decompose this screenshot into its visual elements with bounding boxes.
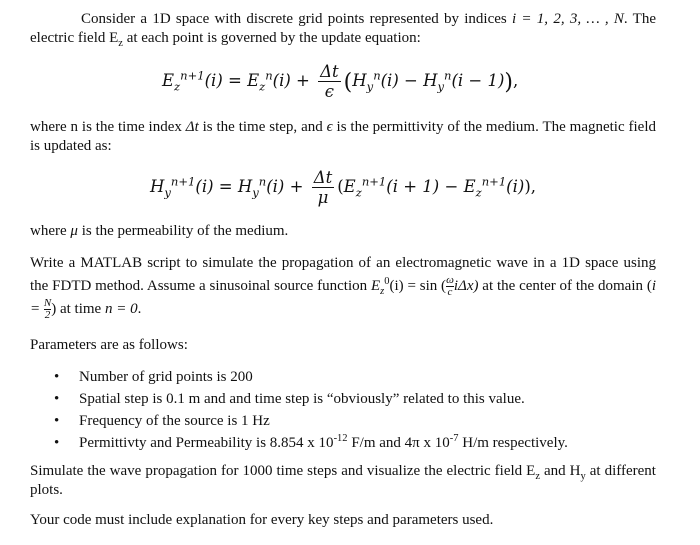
eq2-e1-arg: (i + 1) − [386,177,464,196]
eq1-term1-sup: n [265,68,273,83]
eq1-h2-sub: y [437,79,445,94]
eq2-fraction [312,168,335,207]
ez-subscript: z [118,38,123,49]
hy-update-equation [150,168,536,207]
simulate-text-2: and H [540,463,581,479]
eq1-term1-sub: z [259,79,266,94]
intro-text-3: at each point is governed by the update equation: [122,30,421,46]
omega-num: ω [446,274,454,287]
source-tail: iΔx) [453,278,479,294]
intro-text: Consider a 1D space with discrete grid points represented by indices [81,11,513,27]
eq1-h1-sub: y [366,79,374,94]
eq1-h1-sup: n [373,68,381,83]
task-paragraph [30,252,656,321]
simulate-paragraph [30,462,656,500]
intro-text-2: . The electric field E [30,11,656,46]
eq1-term1-arg: (i) + [272,71,316,90]
closing-instruction: Your code must include explanation for every key steps and parameters used. [30,512,494,528]
bullet-icon: • [54,369,60,385]
mid-text-1: where n is the time index [30,119,186,135]
parameters-heading: Parameters are as follows: [30,337,188,353]
eq1-h1-arg: (i) − [380,71,424,90]
eq1-lhs-arg: (i) = [204,71,248,90]
mu-text-2: is the permeability of the medium. [77,223,289,239]
eq2-comma: , [530,177,537,196]
mid-text-2: is the time step, and [198,119,327,135]
ez-update-equation [162,62,518,101]
eq2-e1-sup: n+1 [361,174,387,189]
n-equals-zero: n = 0 [104,301,138,318]
list-item [54,411,654,433]
eq1-h2-sup: n [444,68,452,83]
eq1-lhs-sup: n+1 [180,68,205,83]
mid-text-3: is the permittivity of the medium. The magnetic field is updated as: [30,119,656,154]
source-e: E [370,278,381,294]
bullet-icon: • [54,435,60,451]
eq1-h2-arg: (i − 1) [451,71,505,90]
omega-over-c-fraction [446,275,454,298]
time-step-paragraph [30,118,656,156]
task-text-1: Write a MATLAB script to simulate the propagation of an electromagnetic wave in a 1D space using the FDTD method. Assume a sinusoinal source function [30,255,656,294]
eq2-lhs-arg: (i) = [195,177,238,196]
eq2-lhs-sup: n+1 [170,174,196,189]
simulate-text-3: at different plots. [30,463,656,498]
c-den: c [447,286,453,299]
eq1-h1: H [352,71,367,90]
perm-text-3: H/m respectively. [458,435,568,451]
eq2-term1-arg: (i) + [266,177,309,196]
perm-text-2: F/m and 4π x 10 [347,435,450,451]
dt-math: Δt [185,119,199,135]
bullet-text: Spatial step is 0.1 m and and time step is “obviously” related to this value. [79,391,525,407]
eq2-e2: E [463,177,476,196]
eq2-e2-arg: (i) [506,177,525,196]
eq2-frac-den: μ [312,187,335,207]
sim-ez-sub: z [535,471,540,482]
sim-hy-sub: y [580,471,586,482]
eq2-e1: E [343,177,356,196]
list-item [54,433,654,455]
source-e-sup: 0 [384,276,390,287]
task-text-3: ) at time [51,301,105,318]
eq2-e2-sup: n+1 [481,174,507,189]
eq1-frac-num: Δt [320,62,339,81]
eq2-frac-num: Δt [313,168,333,187]
eq1-fraction [318,62,341,101]
bullet-icon: • [54,413,60,429]
perm-text-1: Permittivty and Permeability is 8.854 x 10 [79,435,334,451]
eq2-lhs-sub: y [164,185,171,200]
bullet-text: Frequency of the source is 1 Hz [79,413,270,429]
eq2-close-paren: ) [524,177,531,196]
task-text-2: at the center of the domain ( [478,278,652,294]
list-item [54,389,654,411]
eq2-term1-sup: n [258,174,267,189]
i-equals: i = [30,278,656,318]
source-arg: (i) = sin ( [389,278,447,294]
eq2-term1: H [237,177,253,196]
mu-text-1: where [30,223,71,239]
eq1-open-paren: ( [343,70,353,95]
eq2-e2-sub: z [475,185,482,200]
perm-exp-2: -7 [449,433,459,444]
eq1-term1: E [247,71,260,90]
indices-math: i = 1, 2, 3, … , N [512,11,624,27]
n-num: N [43,297,52,310]
source-e-sub: z [380,286,385,297]
parameters-list [54,367,654,455]
mu-math: μ [70,223,78,239]
bullet-icon: • [54,391,60,407]
eq1-frac-den: ϵ [318,81,341,101]
eq2-lhs: H [150,177,165,196]
bullet-text: Number of grid points is 200 [79,369,253,385]
epsilon-math: ϵ [326,119,333,135]
eq1-comma: , [513,71,519,90]
perm-exp-1: -12 [333,433,348,444]
eq1-h2: H [423,71,438,90]
permeability-note [30,222,656,241]
eq2-open-paren: ( [337,177,344,196]
list-item [54,367,654,389]
eq2-e1-sub: z [355,185,362,200]
intro-paragraph [30,10,656,48]
eq2-term1-sub: y [252,185,259,200]
two-den: 2 [44,309,51,322]
eq1-lhs: E [162,71,175,90]
eq1-close-paren: ) [504,70,514,95]
eq1-lhs-sub: z [174,79,181,94]
task-text-4: . [137,301,142,318]
simulate-text-1: Simulate the wave propagation for 1000 time steps and visualize the electric field E [30,463,536,479]
